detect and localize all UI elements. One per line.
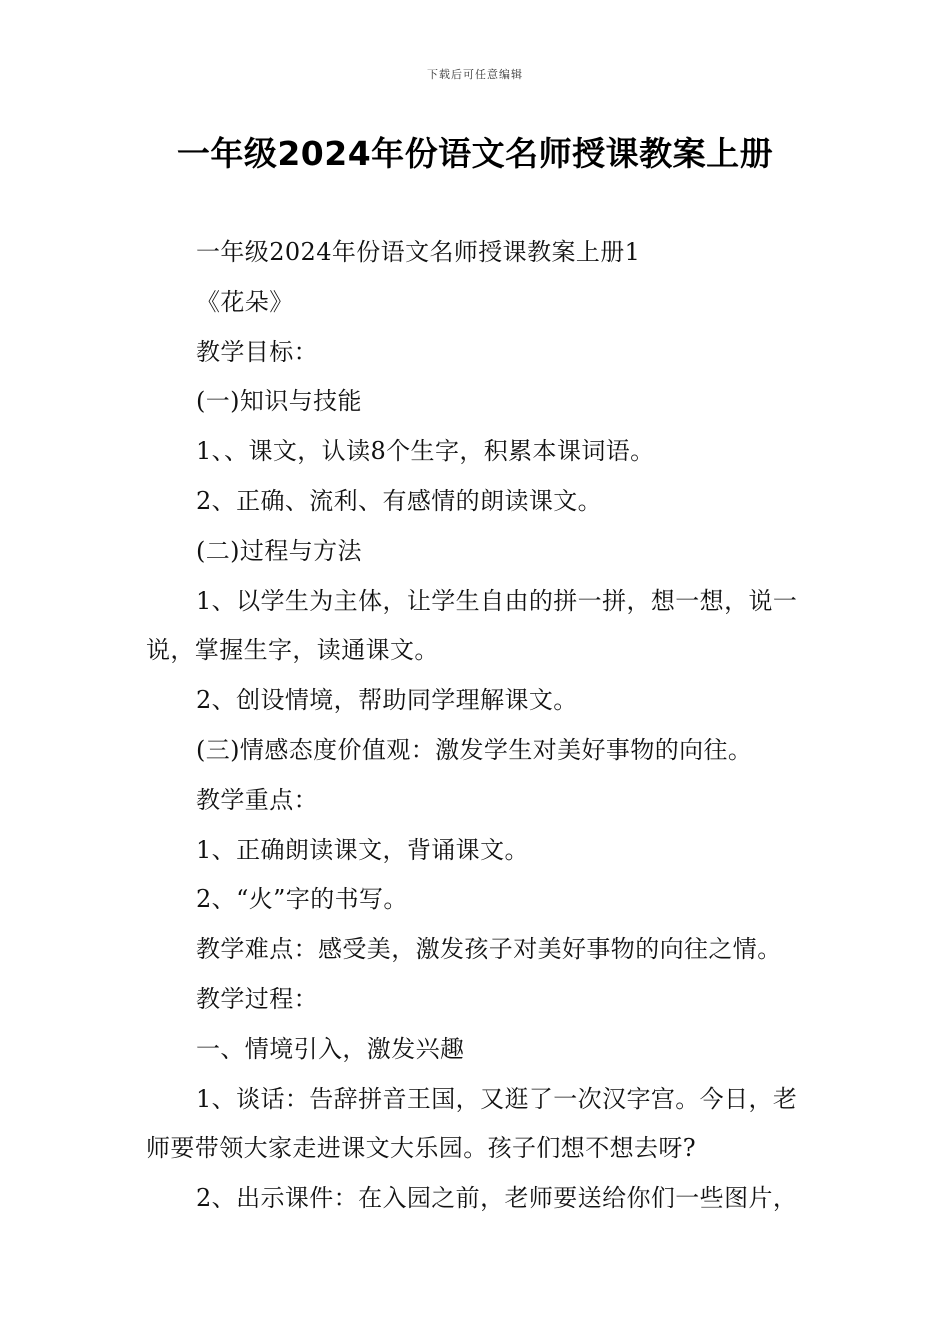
paragraph: 2、出示课件：在入园之前，老师要送给你们一些图片， bbox=[196, 1184, 798, 1213]
paragraph: 2、创设情境，帮助同学理解课文。 bbox=[196, 686, 578, 715]
paragraph: 教学过程： bbox=[196, 984, 318, 1013]
paragraph: 《花朵》 bbox=[196, 287, 294, 316]
paragraph: 一、情境引入，激发兴趣 bbox=[196, 1034, 465, 1063]
paragraph: (三)情感态度价值观：激发学生对美好事物的向往。 bbox=[196, 735, 753, 764]
paragraph: 教学重点： bbox=[196, 785, 318, 814]
paragraph: 2、正确、流利、有感情的朗读课文。 bbox=[196, 486, 603, 515]
paragraph: 1、、课文，认读8个生字，积累本课词语。 bbox=[196, 437, 655, 466]
paragraph: 1、谈话：告辞拼音王国，又逛了一次汉字宫。今日，老师要带领大家走进课文大乐园。孩子们想不想去呀? bbox=[146, 1084, 798, 1163]
paragraph: 一年级2024年份语文名师授课教案上册1 bbox=[196, 238, 641, 266]
paragraph: 1、以学生为主体，让学生自由的拼一拼，想一想，说一说，掌握生字，读通课文。 bbox=[146, 586, 798, 665]
header-note: 下载后可任意编辑 bbox=[427, 68, 523, 81]
paragraph: 2、“火”字的书写。 bbox=[196, 885, 408, 914]
document-title: 一年级2024年份语文名师授课教案上册 bbox=[176, 134, 774, 173]
paragraph: 教学目标： bbox=[196, 337, 318, 366]
paragraph: (一)知识与技能 bbox=[196, 387, 362, 416]
paragraph: (二)过程与方法 bbox=[196, 536, 362, 565]
paragraph: 1、正确朗读课文，背诵课文。 bbox=[196, 835, 529, 864]
document-body bbox=[146, 228, 814, 1224]
paragraph: 教学难点：感受美，激发孩子对美好事物的向往之情。 bbox=[196, 935, 782, 964]
